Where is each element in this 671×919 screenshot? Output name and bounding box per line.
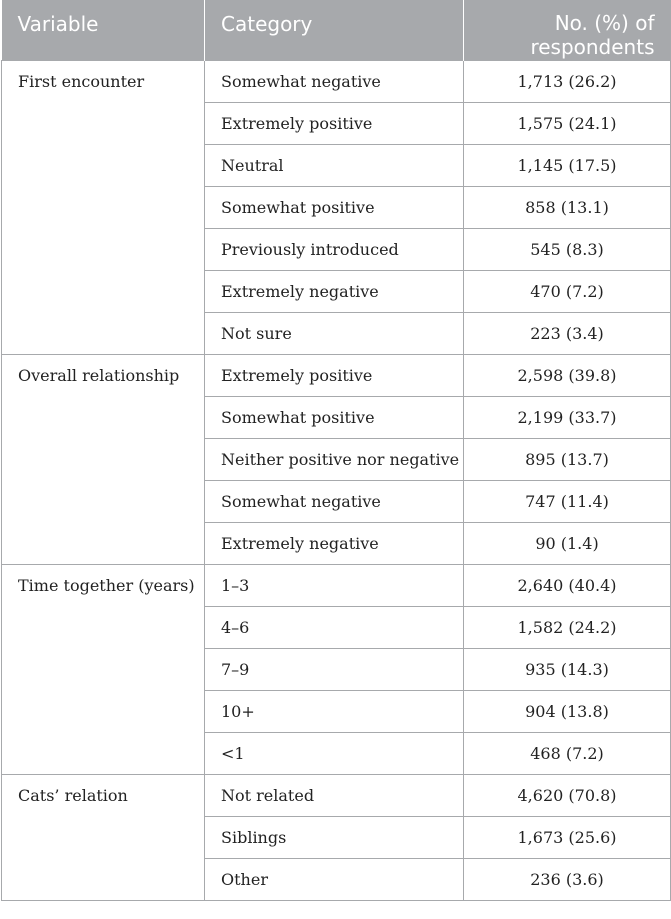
table-row (2, 354, 671, 396)
category-cell: 10+ (205, 690, 464, 732)
count-cell: 236 (3.6) (464, 858, 671, 900)
header-count (464, 0, 671, 60)
category-cell: Extremely positive (205, 102, 464, 144)
table-header (2, 0, 671, 60)
count-cell: 468 (7.2) (464, 732, 671, 774)
category-cell: Not sure (205, 312, 464, 354)
count-cell: 470 (7.2) (464, 270, 671, 312)
category-cell: 4–6 (205, 606, 464, 648)
count-cell: 904 (13.8) (464, 690, 671, 732)
category-cell: 1–3 (205, 564, 464, 606)
category-cell: Other (205, 858, 464, 900)
category-cell: Extremely positive (205, 354, 464, 396)
data-table (1, 0, 671, 901)
category-cell: Extremely negative (205, 270, 464, 312)
header-count-line2: respondents (530, 35, 655, 59)
count-cell: 2,199 (33.7) (464, 396, 671, 438)
count-cell: 90 (1.4) (464, 522, 671, 564)
count-cell: 223 (3.4) (464, 312, 671, 354)
count-cell: 4,620 (70.8) (464, 774, 671, 816)
category-cell: Somewhat negative (205, 480, 464, 522)
count-cell: 1,582 (24.2) (464, 606, 671, 648)
category-cell: Neither positive nor negative (205, 438, 464, 480)
variable-cell: Cats’ relation (2, 774, 205, 900)
table-row (2, 774, 671, 816)
count-cell: 1,673 (25.6) (464, 816, 671, 858)
count-cell: 2,598 (39.8) (464, 354, 671, 396)
category-cell: Somewhat negative (205, 60, 464, 102)
category-cell: 7–9 (205, 648, 464, 690)
table-body (2, 60, 671, 900)
count-cell: 1,145 (17.5) (464, 144, 671, 186)
category-cell: Extremely negative (205, 522, 464, 564)
count-cell: 1,713 (26.2) (464, 60, 671, 102)
header-row (2, 0, 671, 60)
count-cell: 858 (13.1) (464, 186, 671, 228)
category-cell: Somewhat positive (205, 396, 464, 438)
header-category: Category (205, 0, 464, 60)
category-cell: Somewhat positive (205, 186, 464, 228)
category-cell: Not related (205, 774, 464, 816)
variable-cell: First encounter (2, 60, 205, 354)
count-cell: 935 (14.3) (464, 648, 671, 690)
table-row (2, 564, 671, 606)
category-cell: Neutral (205, 144, 464, 186)
count-cell: 747 (11.4) (464, 480, 671, 522)
count-cell: 1,575 (24.1) (464, 102, 671, 144)
category-cell: Siblings (205, 816, 464, 858)
header-variable: Variable (2, 0, 205, 60)
count-cell: 2,640 (40.4) (464, 564, 671, 606)
count-cell: 895 (13.7) (464, 438, 671, 480)
category-cell: Previously introduced (205, 228, 464, 270)
variable-cell: Time together (years) (2, 564, 205, 774)
table-row (2, 60, 671, 102)
variable-cell: Overall relationship (2, 354, 205, 564)
count-cell: 545 (8.3) (464, 228, 671, 270)
category-cell: <1 (205, 732, 464, 774)
header-count-line1: No. (%) of (554, 11, 655, 35)
